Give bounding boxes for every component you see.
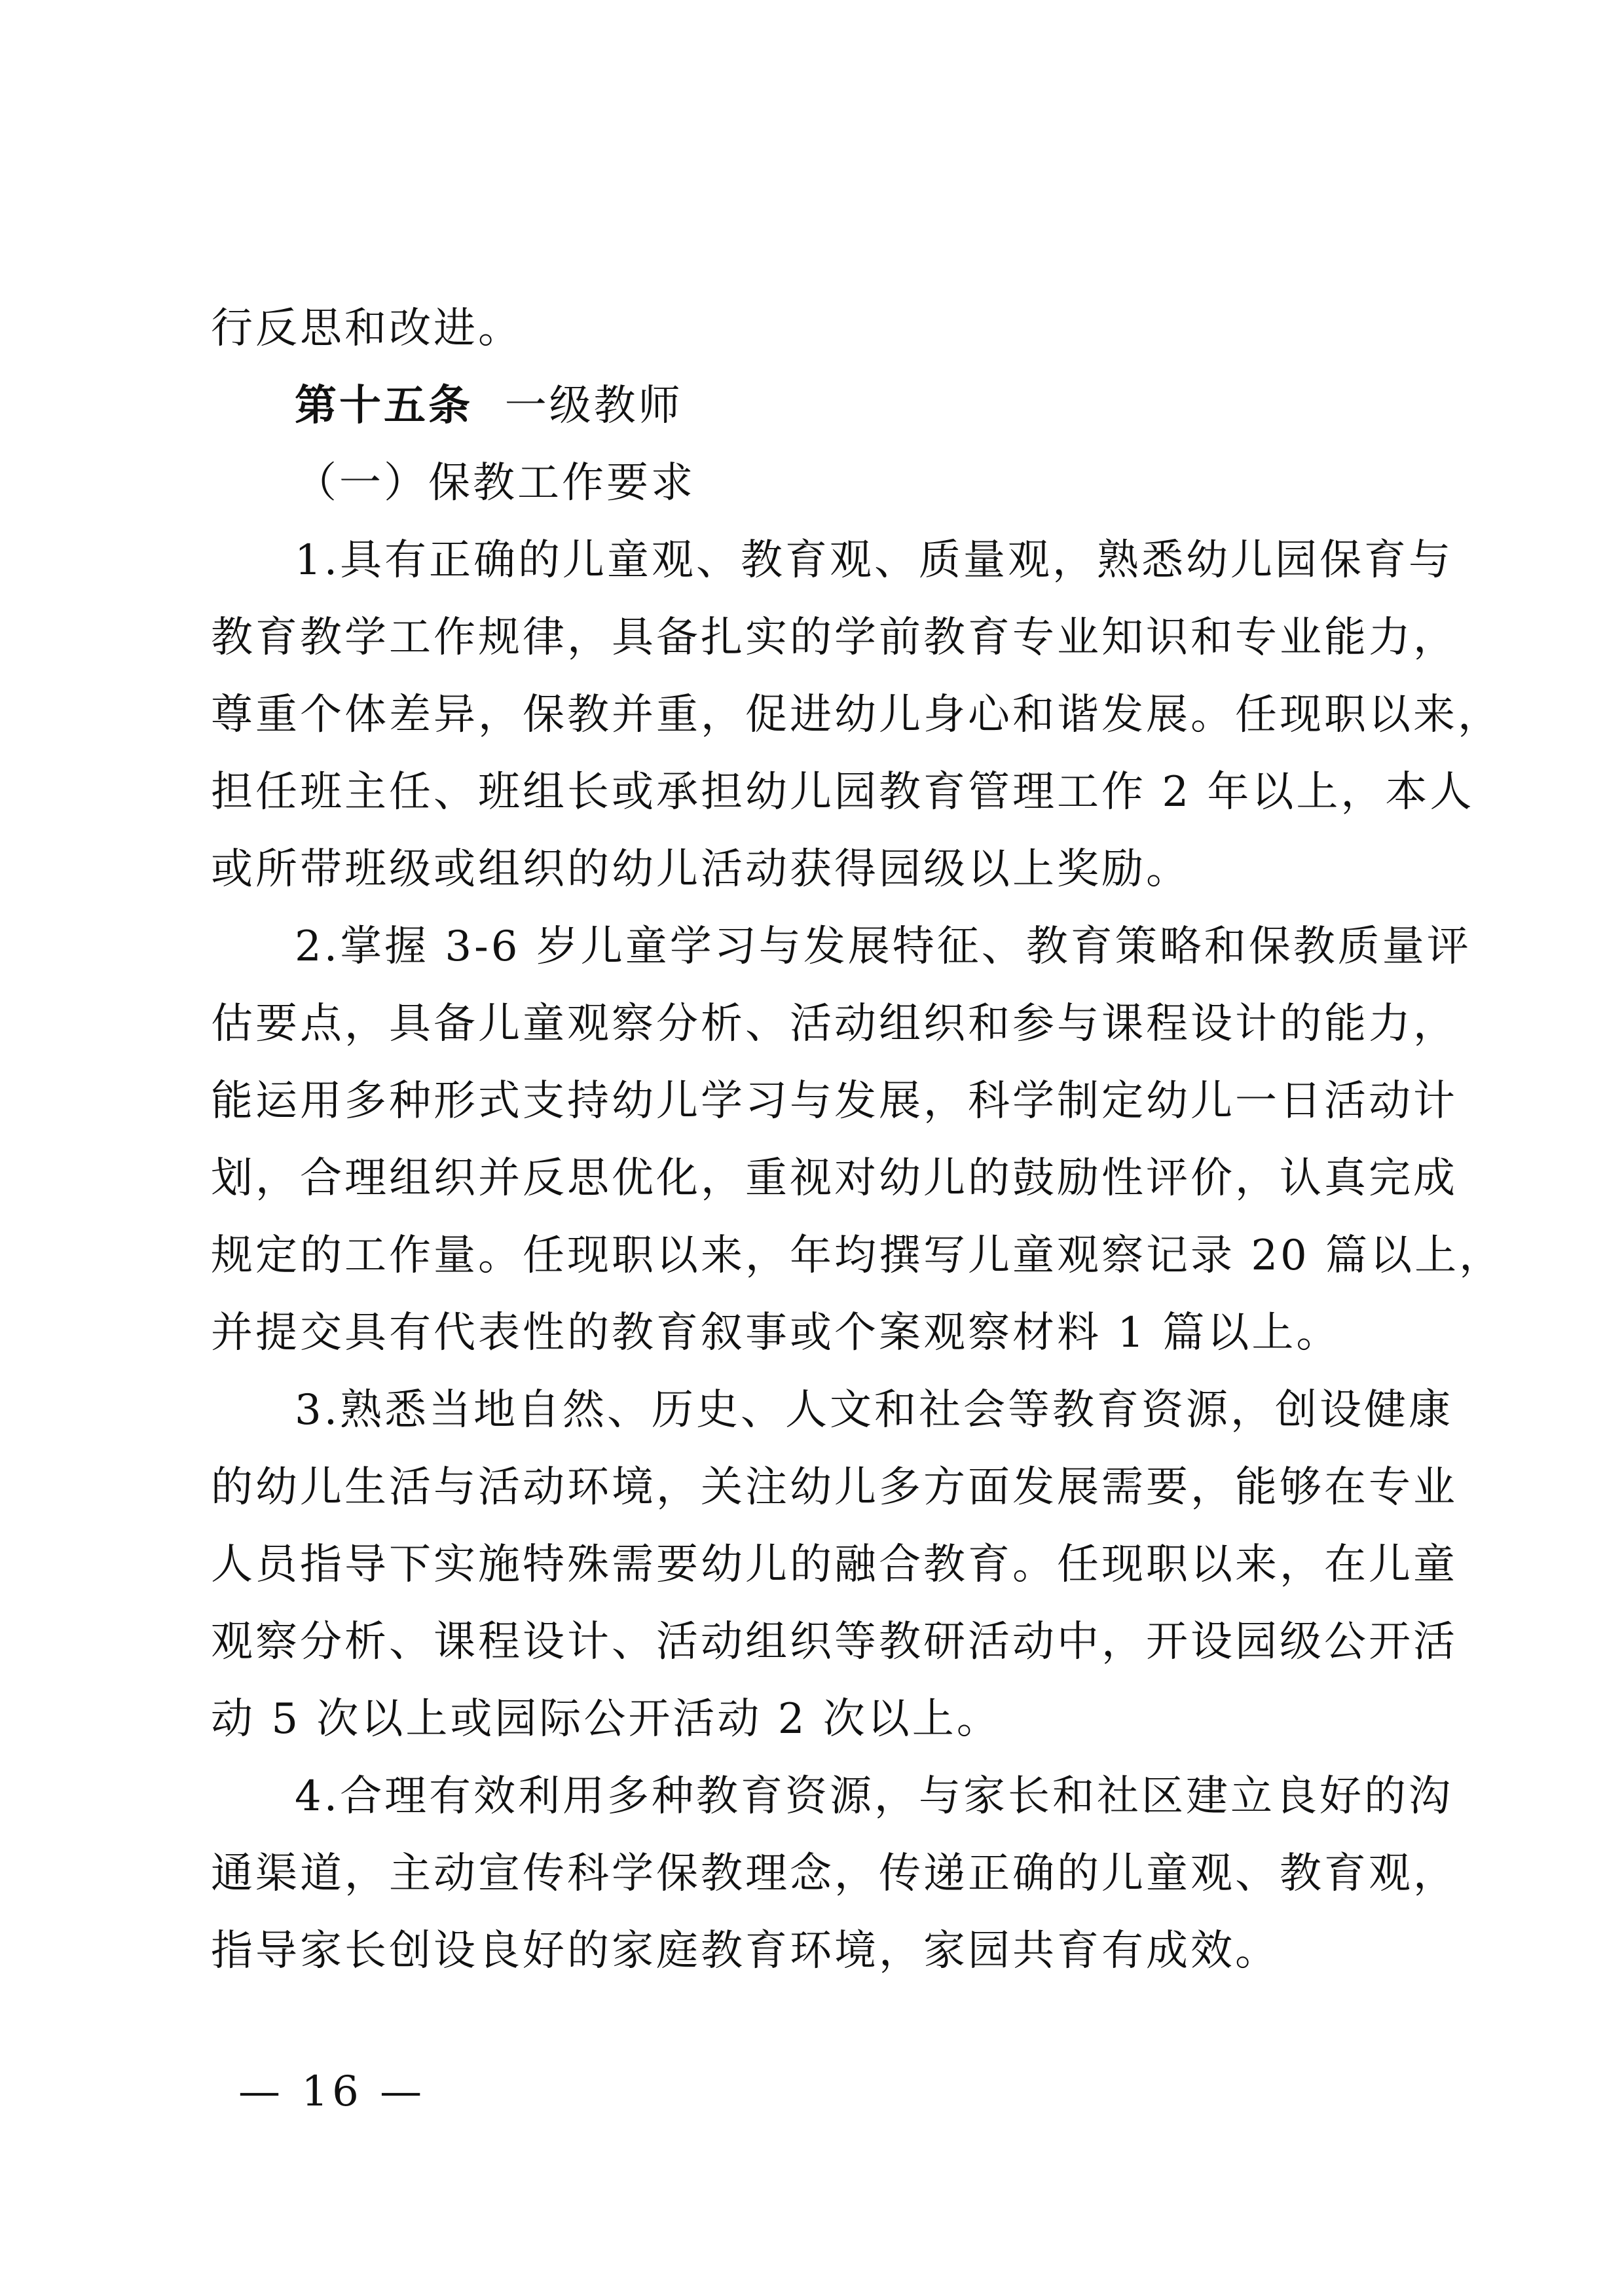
paragraph-4-line-2: 通渠道，主动宣传科学保教理念，传递正确的儿童观、教育观， (211, 1850, 1458, 1898)
paragraph-2-line-2: 估要点，具备儿童观察分析、活动组织和参与课程设计的能力， (211, 1000, 1458, 1048)
paragraph-3-line-1: 3.熟悉当地自然、历史、人文和社会等教育资源，创设健康 (295, 1386, 1454, 1434)
section-heading: （一）保教工作要求 (295, 459, 695, 507)
paragraph-1-line-4: 担任班主任、班组长或承担幼儿园教育管理工作 2 年以上，本人 (211, 768, 1475, 816)
article-gap (473, 382, 505, 430)
paragraph-2-line-5: 规定的工作量。任现职以来，年均撰写儿童观察记录 20 篇以上， (211, 1231, 1504, 1280)
paragraph-4-line-1: 4.合理有效利用多种教育资源，与家长和社区建立良好的沟 (295, 1772, 1454, 1821)
article-heading (295, 380, 1418, 432)
paragraph-2-line-3: 能运用多种形式支持幼儿学习与发展，科学制定幼儿一日活动计 (211, 1077, 1458, 1125)
continuation-line: 行反思和改进。 (211, 304, 523, 353)
paragraph-3-line-2: 的幼儿生活与活动环境，关注幼儿多方面发展需要，能够在专业 (211, 1463, 1458, 1512)
paragraph-1-line-3: 尊重个体差异，保教并重，促进幼儿身心和谐发展。任现职以来， (211, 691, 1502, 739)
paragraph-2-line-6: 并提交具有代表性的教育叙事或个案观察材料 1 篇以上。 (211, 1309, 1341, 1357)
paragraph-3-line-3: 人员指导下实施特殊需要幼儿的融合教育。任现职以来，在儿童 (211, 1540, 1458, 1589)
page-number: — 16 — (238, 2068, 426, 2116)
article-title: 一级教师 (504, 382, 683, 430)
paragraph-1-line-2: 教育教学工作规律，具备扎实的学前教育专业知识和专业能力， (211, 613, 1458, 662)
paragraph-4-line-3: 指导家长创设良好的家庭教育环境，家园共育有成效。 (211, 1927, 1280, 1975)
paragraph-1-line-1: 1.具有正确的儿童观、教育观、质量观，熟悉幼儿园保育与 (295, 536, 1454, 585)
paragraph-3-line-4: 观察分析、课程设计、活动组织等教研活动中，开设园级公开活 (211, 1618, 1458, 1666)
paragraph-2-line-1: 2.掌握 3-6 岁儿童学习与发展特征、教育策略和保教质量评 (295, 922, 1471, 971)
paragraph-1-line-5: 或所带班级或组织的幼儿活动获得园级以上奖励。 (211, 845, 1190, 894)
paragraph-2-line-4: 划，合理组织并反思优化，重视对幼儿的鼓励性评价，认真完成 (211, 1154, 1458, 1203)
article-number: 第十五条 (295, 382, 473, 430)
paragraph-3-line-5: 动 5 次以上或园际公开活动 2 次以上。 (211, 1695, 1001, 1743)
